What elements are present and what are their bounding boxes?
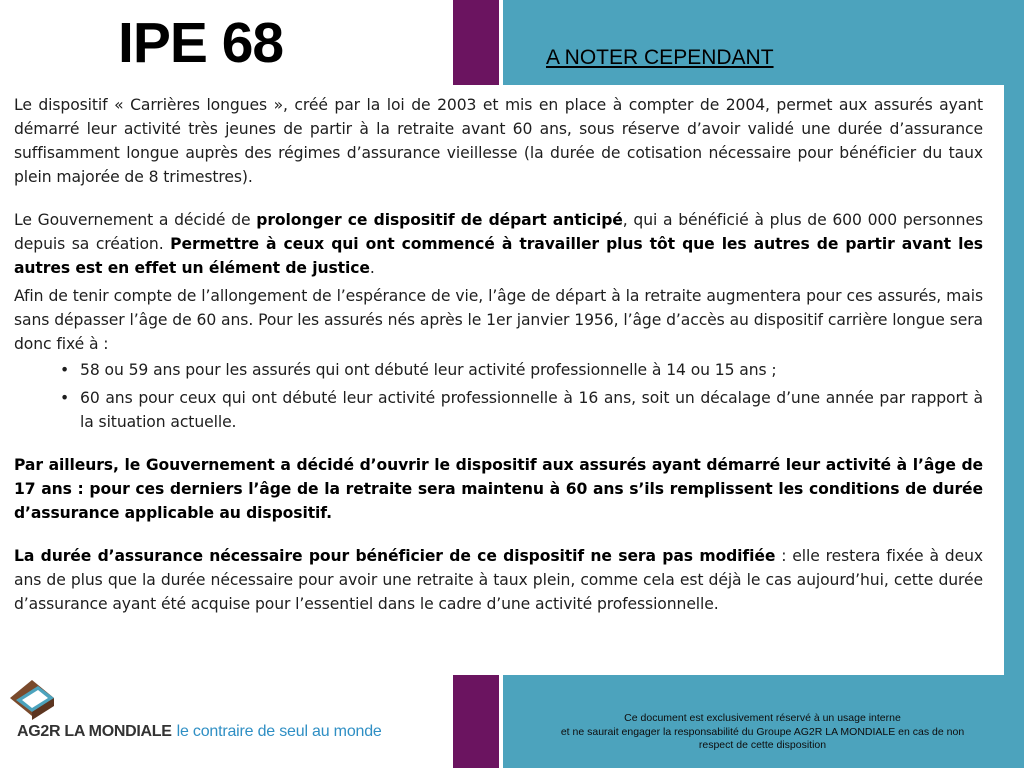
- paragraph-text: .: [369, 259, 375, 277]
- brand-name: AG2R LA MONDIALE: [17, 723, 172, 740]
- paragraph-esperance-vie: Afin de tenir compte de l’allongement de l’espérance de vie, l’âge de départ à la retraite augmentera pour ces assurés, mais sans dépasser l’âge de 60 ans. Pour les assurés nés après le 1er janvier 1956, l’âge d’accès au dispositif carrière longue sera donc fixé à :: [14, 287, 983, 353]
- age-list: [14, 358, 983, 434]
- paragraph-prolongation: [14, 208, 983, 280]
- paragraph-text: : elle restera fixée à deux ans de plus que la durée nécessaire pour avoir une retraite à taux plein, comme cela est déjà le cas aujourd’hui, cette durée d’assurance ayant été acquise pour l’essentiel dans le cadre d’une activité professionnelle.: [14, 547, 983, 613]
- disclaimer-line: Ce document est exclusivement réservé à un usage interne: [624, 712, 901, 724]
- disclaimer-line: respect de cette disposition: [698, 739, 827, 751]
- list-item: • 58 ou 59 ans pour les assurés qui ont débuté leur activité professionnelle à 14 ou 15 ans ;: [14, 358, 983, 382]
- disclaimer: [530, 712, 995, 753]
- section-title: A NOTER CEPENDANT: [546, 46, 774, 69]
- brand-block: [17, 723, 382, 741]
- page-title: IPE 68: [118, 11, 284, 75]
- purple-band-top: [453, 0, 499, 85]
- paragraph-text: , qui a bénéficié à plus de 600 000 personnes depuis sa création.: [14, 211, 983, 253]
- paragraph-bold-text: Permettre à ceux qui ont commencé à travailler plus tôt que les autres de partir avant les autres est en effet un élément de justice: [14, 235, 983, 277]
- brand-tagline: le contraire de seul au monde: [176, 723, 382, 740]
- paragraph-17-ans: [14, 453, 983, 525]
- teal-band-top: [503, 0, 1024, 85]
- ag2r-logo-icon: [8, 678, 58, 726]
- paragraph-duree-assurance: [14, 544, 983, 616]
- list-item: • 60 ans pour ceux qui ont débuté leur activité professionnelle à 16 ans, soit un décalage d’une année par rapport à la situation actuelle.: [14, 386, 983, 434]
- main-text: [14, 93, 983, 616]
- paragraph-bold-text: Par ailleurs, le Gouvernement a décidé d’ouvrir le dispositif aux assurés ayant démarré leur activité à l’âge de 17 ans : pour ces derniers l’âge de la retraite sera maintenu à 60 ans s’ils remplissent les conditions de durée d’assurance applicable au dispositif.: [14, 456, 983, 522]
- purple-band-bottom: [453, 675, 499, 768]
- teal-band-right: [1004, 85, 1024, 675]
- paragraph-bold-text: prolonger ce dispositif de départ anticipé: [256, 211, 623, 229]
- paragraph-bold-text: La durée d’assurance nécessaire pour bénéficier de ce dispositif ne sera pas modifiée: [14, 547, 776, 565]
- paragraph-carrieres-longues: Le dispositif « Carrières longues », créé par la loi de 2003 et mis en place à compter de 2004, permet aux assurés ayant démarré leur activité très jeunes de partir à la retraite avant 60 ans, sous réserve d’avoir validé une durée d’assurance suffisamment longue auprès des régimes d’assurance vieillesse (la durée de cotisation nécessaire pour bénéficier du taux plein majorée de 8 trimestres).: [14, 96, 983, 186]
- paragraph-text: Le Gouvernement a décidé de: [14, 211, 257, 229]
- disclaimer-line: et ne saurait engager la responsabilité du Groupe AG2R LA MONDIALE en cas de non: [560, 725, 965, 738]
